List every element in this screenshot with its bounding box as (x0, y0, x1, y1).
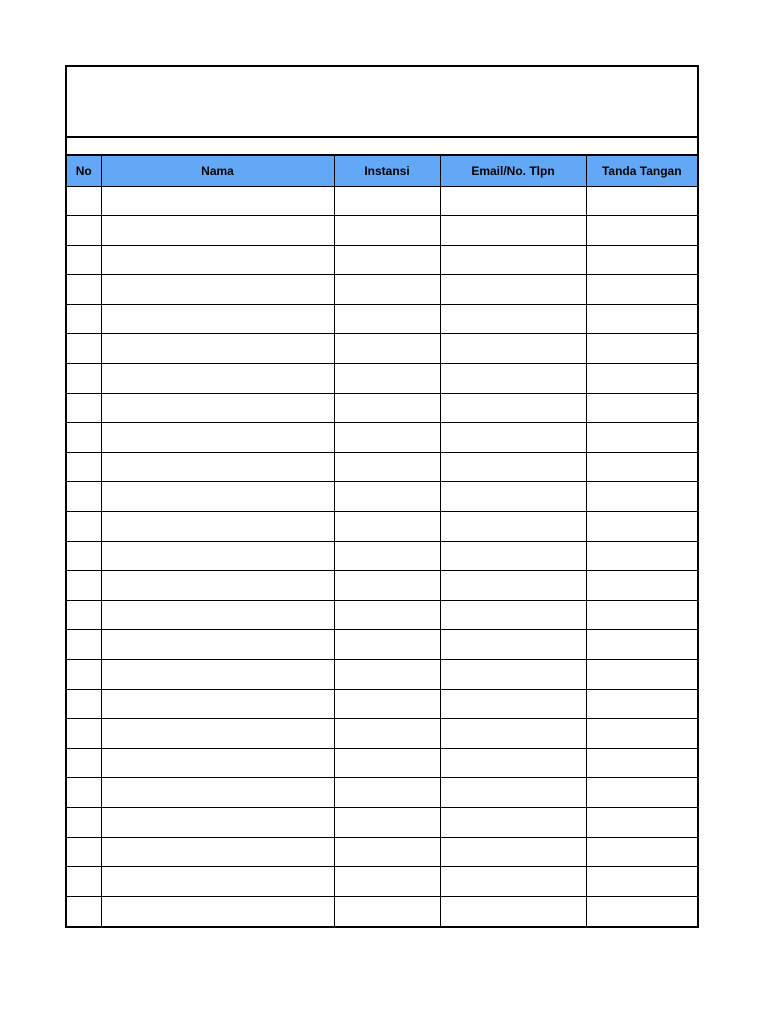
cell-instansi (334, 600, 440, 630)
cell-tanda-tangan (586, 660, 697, 690)
cell-email (440, 896, 586, 926)
table-row (67, 807, 697, 837)
cell-instansi (334, 512, 440, 542)
table-row (67, 600, 697, 630)
cell-no (67, 660, 101, 690)
cell-nama (101, 867, 334, 897)
column-header-email: Email/No. Tlpn (440, 156, 586, 186)
cell-tanda-tangan (586, 719, 697, 749)
cell-instansi (334, 304, 440, 334)
cell-email (440, 482, 586, 512)
cell-no (67, 482, 101, 512)
cell-email (440, 807, 586, 837)
cell-no (67, 541, 101, 571)
cell-instansi (334, 689, 440, 719)
cell-tanda-tangan (586, 837, 697, 867)
cell-nama (101, 452, 334, 482)
cell-no (67, 216, 101, 246)
cell-nama (101, 748, 334, 778)
cell-no (67, 867, 101, 897)
cell-no (67, 630, 101, 660)
cell-nama (101, 423, 334, 453)
table-row (67, 719, 697, 749)
cell-nama (101, 364, 334, 394)
cell-instansi (334, 778, 440, 808)
cell-instansi (334, 482, 440, 512)
cell-instansi (334, 275, 440, 305)
table-row (67, 660, 697, 690)
table-row (67, 748, 697, 778)
cell-tanda-tangan (586, 748, 697, 778)
cell-nama (101, 778, 334, 808)
table-row (67, 837, 697, 867)
table-row (67, 689, 697, 719)
cell-tanda-tangan (586, 275, 697, 305)
cell-no (67, 719, 101, 749)
cell-nama (101, 393, 334, 423)
cell-email (440, 452, 586, 482)
table-row (67, 275, 697, 305)
cell-email (440, 334, 586, 364)
cell-nama (101, 630, 334, 660)
cell-tanda-tangan (586, 393, 697, 423)
cell-email (440, 245, 586, 275)
table-row (67, 896, 697, 926)
cell-no (67, 837, 101, 867)
cell-instansi (334, 748, 440, 778)
cell-instansi (334, 541, 440, 571)
cell-no (67, 304, 101, 334)
cell-no (67, 571, 101, 601)
cell-instansi (334, 393, 440, 423)
table-row (67, 334, 697, 364)
cell-tanda-tangan (586, 600, 697, 630)
cell-tanda-tangan (586, 571, 697, 601)
cell-no (67, 186, 101, 216)
cell-instansi (334, 571, 440, 601)
cell-tanda-tangan (586, 896, 697, 926)
cell-instansi (334, 807, 440, 837)
table-row (67, 512, 697, 542)
cell-nama (101, 837, 334, 867)
cell-no (67, 748, 101, 778)
cell-instansi (334, 245, 440, 275)
cell-no (67, 600, 101, 630)
cell-email (440, 393, 586, 423)
cell-tanda-tangan (586, 186, 697, 216)
cell-nama (101, 275, 334, 305)
cell-email (440, 216, 586, 246)
table-row (67, 778, 697, 808)
cell-tanda-tangan (586, 867, 697, 897)
cell-no (67, 245, 101, 275)
cell-instansi (334, 719, 440, 749)
cell-email (440, 571, 586, 601)
cell-nama (101, 896, 334, 926)
table-row (67, 245, 697, 275)
cell-instansi (334, 364, 440, 394)
cell-no (67, 512, 101, 542)
cell-tanda-tangan (586, 512, 697, 542)
cell-email (440, 837, 586, 867)
cell-tanda-tangan (586, 778, 697, 808)
table-row (67, 482, 697, 512)
table-body (67, 186, 697, 926)
table-row (67, 393, 697, 423)
cell-tanda-tangan (586, 216, 697, 246)
cell-nama (101, 186, 334, 216)
cell-email (440, 600, 586, 630)
column-header-nama: Nama (101, 156, 334, 186)
cell-nama (101, 245, 334, 275)
cell-email (440, 719, 586, 749)
cell-nama (101, 600, 334, 630)
cell-email (440, 689, 586, 719)
cell-email (440, 186, 586, 216)
cell-email (440, 630, 586, 660)
cell-email (440, 275, 586, 305)
cell-nama (101, 541, 334, 571)
attendance-table (67, 156, 697, 926)
cell-no (67, 334, 101, 364)
cell-email (440, 304, 586, 334)
column-header-instansi: Instansi (334, 156, 440, 186)
column-header-no: No (67, 156, 101, 186)
cell-nama (101, 334, 334, 364)
cell-nama (101, 216, 334, 246)
cell-email (440, 423, 586, 453)
cell-tanda-tangan (586, 364, 697, 394)
table-row (67, 541, 697, 571)
cell-tanda-tangan (586, 630, 697, 660)
table-row (67, 452, 697, 482)
cell-no (67, 452, 101, 482)
cell-tanda-tangan (586, 807, 697, 837)
cell-email (440, 778, 586, 808)
cell-email (440, 867, 586, 897)
cell-tanda-tangan (586, 304, 697, 334)
table-row (67, 216, 697, 246)
cell-email (440, 364, 586, 394)
table-row (67, 304, 697, 334)
cell-tanda-tangan (586, 452, 697, 482)
title-box (67, 67, 697, 138)
table-row (67, 867, 697, 897)
table-row (67, 186, 697, 216)
cell-nama (101, 719, 334, 749)
cell-no (67, 807, 101, 837)
cell-tanda-tangan (586, 423, 697, 453)
cell-no (67, 275, 101, 305)
cell-no (67, 896, 101, 926)
attendance-sheet (65, 65, 699, 928)
spacer-row (67, 138, 697, 156)
cell-instansi (334, 186, 440, 216)
column-header-tanda-tangan: Tanda Tangan (586, 156, 697, 186)
cell-nama (101, 482, 334, 512)
cell-instansi (334, 216, 440, 246)
cell-instansi (334, 423, 440, 453)
cell-nama (101, 807, 334, 837)
cell-instansi (334, 896, 440, 926)
cell-instansi (334, 837, 440, 867)
cell-instansi (334, 334, 440, 364)
table-row (67, 423, 697, 453)
cell-no (67, 364, 101, 394)
cell-nama (101, 304, 334, 334)
cell-instansi (334, 452, 440, 482)
cell-email (440, 512, 586, 542)
cell-instansi (334, 630, 440, 660)
cell-nama (101, 512, 334, 542)
cell-tanda-tangan (586, 541, 697, 571)
cell-no (67, 778, 101, 808)
cell-email (440, 660, 586, 690)
cell-no (67, 423, 101, 453)
cell-email (440, 541, 586, 571)
cell-nama (101, 660, 334, 690)
cell-no (67, 393, 101, 423)
cell-tanda-tangan (586, 245, 697, 275)
table-header-row (67, 156, 697, 186)
cell-tanda-tangan (586, 689, 697, 719)
cell-no (67, 689, 101, 719)
cell-email (440, 748, 586, 778)
table-row (67, 364, 697, 394)
cell-nama (101, 571, 334, 601)
table-row (67, 630, 697, 660)
cell-instansi (334, 660, 440, 690)
cell-instansi (334, 867, 440, 897)
table-row (67, 571, 697, 601)
cell-tanda-tangan (586, 334, 697, 364)
cell-tanda-tangan (586, 482, 697, 512)
cell-nama (101, 689, 334, 719)
